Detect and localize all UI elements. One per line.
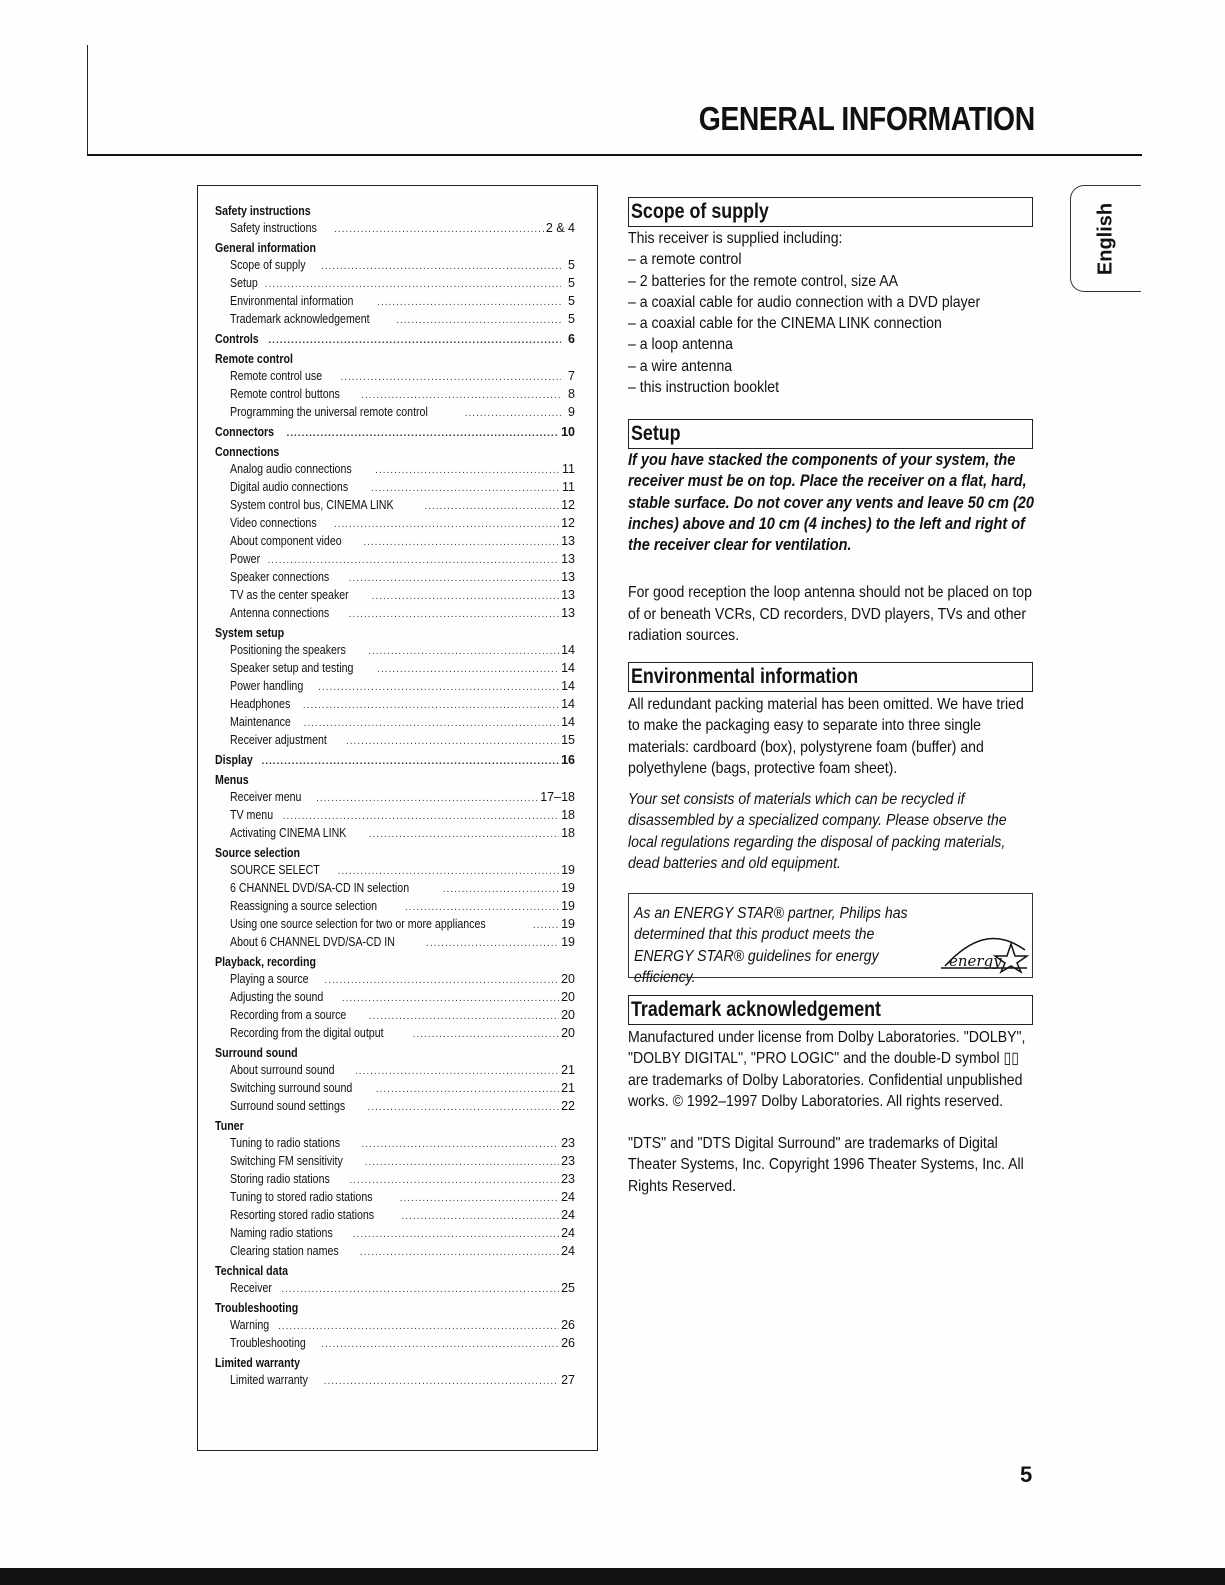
header-rule [87,154,1142,156]
toc-leader-dots [413,1026,559,1043]
supply-list-item: – a coaxial cable for audio connection with a DVD player [628,293,981,311]
toc-entry-label: Speaker connections [230,570,330,584]
environmental-italic: Your set consists of materials which can be recycled if disassembled by a specialized company. Please observe the local regulations regarding the disposal of packing materials, dead batteries and old equipment. [628,791,1007,873]
toc-leader-dots [424,498,559,515]
toc-page: 12 [561,498,575,512]
toc-entry-label: Using one source selection for two or more appliances [230,917,486,931]
bottom-edge-bar [0,1568,1225,1585]
toc-section [215,351,575,422]
toc-page: 20 [561,990,575,1004]
toc-page: 22 [561,1099,575,1113]
toc-entry [215,1098,575,1116]
toc-entry [215,551,575,569]
toc-leader-dots [369,1008,559,1025]
toc-page: 8 [568,387,575,401]
toc-entry-label: Naming radio stations [230,1226,333,1240]
toc-page: 11 [562,480,575,494]
toc-leader-dots [321,258,561,275]
toc-page: 5 [568,312,575,326]
toc-section-title: General information [215,241,316,255]
toc-entry [215,220,575,238]
toc-section-title: Surround sound [215,1046,298,1060]
toc-section-title: Menus [215,773,249,787]
energy-star-text: As an ENERGY STAR® partner, Philips has determined that this product meets the ENERGY STAR® guidelines for energy efficiency. [634,905,908,986]
toc-list [215,201,575,1390]
toc-leader-dots [443,881,559,898]
toc-entry-label: Remote control buttons [230,387,340,401]
energy-star-logo-icon [939,920,1031,974]
toc-page: 5 [568,294,575,308]
trademark-heading: Trademark acknowledgement [628,995,1033,1025]
toc-leader-dots [400,1190,559,1207]
toc-entry [215,569,575,587]
toc-page: 19 [561,935,575,949]
toc-entry [215,1335,575,1353]
toc-leader-dots [368,1099,560,1116]
toc-entry-label: Switching surround sound [230,1081,353,1095]
setup-text: For good reception the loop antenna should not be placed on top of or beneath VCRs, CD recorders, DVD players, TVs and other radiation sources. [628,584,1032,645]
toc-leader-dots [349,570,559,587]
toc-page: 24 [561,1244,575,1258]
toc-page: 23 [561,1172,575,1186]
toc-page: 19 [561,881,575,895]
toc-section-row [215,424,575,442]
toc-page: 11 [562,462,575,476]
toc-entry [215,1207,575,1225]
toc-section-title: Tuner [215,1119,244,1133]
toc-section-title: Technical data [215,1264,289,1278]
toc-entry [215,862,575,880]
toc-leader-dots [353,1226,559,1243]
supply-list-item: – a remote control [628,251,742,269]
toc-entry [215,825,575,843]
toc-section-title: System setup [215,626,285,640]
toc-entry-label: Antenna connections [230,606,330,620]
toc-page: 26 [561,1318,575,1332]
toc-section [215,444,575,623]
toc-leader-dots [318,679,559,696]
toc-leader-dots [402,1208,560,1225]
toc-leader-dots [369,826,559,843]
toc-entry-label: Tuning to stored radio stations [230,1190,373,1204]
supply-list-item: – this instruction booklet [628,379,780,397]
toc-entry [215,678,575,696]
toc-entry [215,275,575,293]
toc-entry-label: Video connections [230,516,317,530]
toc-entry-label: Remote control use [230,369,323,383]
toc-entry [215,605,575,623]
toc-entry [215,880,575,898]
toc-leader-dots [261,753,559,770]
toc-section [215,625,575,750]
toc-leader-dots [372,588,559,605]
language-tab [1070,185,1141,292]
toc-section [215,772,575,843]
toc-page: 5 [568,258,575,272]
toc-entry [215,461,575,479]
toc-section [215,752,575,770]
toc-leader-dots [426,935,559,952]
trademark-text-dts: "DTS" and "DTS Digital Surround" are trademarks of Digital Theater Systems, Inc. Copyright 1996 Theater Systems, Inc. All Rights Reserved. [628,1135,1024,1195]
toc-entry-label: TV menu [230,808,274,822]
toc-section-title: Limited warranty [215,1356,301,1370]
toc-section-row [215,331,575,349]
toc-entry [215,1007,575,1025]
supply-list-item: – a coaxial cable for the CINEMA LINK connection [628,315,942,333]
toc-section [215,845,575,952]
toc-leader-dots [286,425,559,442]
toc-entry [215,1225,575,1243]
toc-entry-label: Recording from a source [230,1008,347,1022]
toc-entry-label: Adjusting the sound [230,990,324,1004]
toc-page: 20 [561,972,575,986]
toc-section-title: Display [215,753,253,767]
toc-page: 14 [561,643,575,657]
toc-entry [215,1189,575,1207]
toc-entry-label: 6 CHANNEL DVD/SA-CD IN selection [230,881,410,895]
toc-entry-label: Switching FM sensitivity [230,1154,343,1168]
toc-section-title: Troubleshooting [215,1301,299,1315]
toc-leader-dots [376,1081,559,1098]
toc-entry-label: Positioning the speakers [230,643,346,657]
environmental-text: All redundant packing material has been omitted. We have tried to make the packaging easy to separate into three single materials: cardboard (box), polystyrene foam (buffer) and polyethylene (bags, protective foam sheet). [628,696,1024,777]
toc-page: 2 & 4 [545,221,575,235]
toc-leader-dots [304,715,560,732]
toc-leader-dots [346,733,559,750]
toc-entry-label: Recording from the digital output [230,1026,384,1040]
toc-entry [215,642,575,660]
toc-page: 13 [561,552,575,566]
toc-entry [215,807,575,825]
toc-entry-label: Activating CINEMA LINK [230,826,347,840]
toc-entry [215,989,575,1007]
toc-page: 20 [561,1008,575,1022]
toc-section [215,1118,575,1261]
toc-entry [215,714,575,732]
toc-entry [215,916,575,934]
toc-entry-label: Tuning to radio stations [230,1136,341,1150]
toc-entry [215,660,575,678]
toc-page: 13 [561,606,575,620]
toc-section-title: Safety instructions [215,204,311,218]
toc-leader-dots [321,1336,559,1353]
toc-entry [215,497,575,515]
toc-leader-dots [405,899,559,916]
toc-page: 21 [561,1081,575,1095]
toc-leader-dots [340,369,561,386]
toc-page: 14 [561,661,575,675]
toc-entry [215,789,575,807]
toc-leader-dots [377,661,559,678]
toc-entry-label: Maintenance [230,715,291,729]
toc-section-title: Connectors [215,425,275,439]
toc-entry-label: Warning [230,1318,270,1332]
toc-section-title: Connections [215,445,280,459]
toc-leader-dots [361,387,561,404]
toc-leader-dots [349,606,559,623]
toc-page: 21 [561,1063,575,1077]
environmental-heading: Environmental information [628,662,1033,692]
toc-entry-label: Receiver adjustment [230,733,327,747]
toc-entry [215,898,575,916]
toc-leader-dots [368,643,559,660]
toc-entry-label: TV as the center speaker [230,588,349,602]
toc-leader-dots [338,863,560,880]
toc-leader-dots [316,790,538,807]
toc-entry [215,257,575,275]
toc-page: 18 [561,808,575,822]
toc-entry [215,515,575,533]
supply-list [628,249,1034,398]
toc-entry [215,1062,575,1080]
supply-list-item: – a wire antenna [628,357,733,375]
toc-entry [215,386,575,404]
toc-section-title: Remote control [215,352,293,366]
trademark-section [628,995,1033,1197]
toc-section-title: Source selection [215,846,301,860]
toc-page: 14 [561,679,575,693]
toc-entry-label: Power handling [230,679,304,693]
toc-page: 6 [568,332,575,346]
toc-entry-label: About component video [230,534,342,548]
toc-page: 19 [561,863,575,877]
setup-section [628,419,1033,646]
toc-page: 24 [561,1190,575,1204]
toc-page: 23 [561,1136,575,1150]
toc-leader-dots [342,990,559,1007]
toc-page: 16 [561,753,575,767]
table-of-contents [197,185,598,1451]
toc-entry-label: Digital audio connections [230,480,349,494]
toc-section [215,1355,575,1390]
toc-page: 19 [561,899,575,913]
toc-entry [215,1372,575,1390]
toc-entry-label: Surround sound settings [230,1099,346,1113]
setup-warning: If you have stacked the components of your system, the receiver must be on top. Place the receiver on a flat, hard, stable surface. Do not cover any vents and leave 50 cm (20 inches) above and 10 cm (4 inches) to the left and right of the receiver clear for ventilation. [628,451,1034,555]
toc-section [215,424,575,442]
left-vertical-rule [87,45,88,155]
toc-entry-label: System control bus, CINEMA LINK [230,498,394,512]
toc-entry-label: Receiver [230,1281,272,1295]
toc-entry-label: Programming the universal remote control [230,405,428,419]
toc-page: 13 [561,534,575,548]
toc-entry-label: Scope of supply [230,258,306,272]
toc-page: 17–18 [540,790,575,804]
toc-entry [215,587,575,605]
toc-page: 24 [561,1208,575,1222]
toc-entry [215,404,575,422]
toc-page: 27 [561,1373,575,1387]
page-title: GENERAL INFORMATION [698,100,1035,137]
scope-intro: This receiver is supplied including: [628,230,843,247]
toc-page: 13 [561,588,575,602]
toc-leader-dots [361,1136,559,1153]
toc-leader-dots [375,462,560,479]
page-number: 5 [1020,1462,1033,1487]
toc-entry-label: Power [230,552,261,566]
toc-entry [215,1080,575,1098]
toc-section [215,1300,575,1353]
toc-entry-label: Playing a source [230,972,309,986]
toc-entry-label: Environmental information [230,294,354,308]
toc-entry [215,1153,575,1171]
toc-entry-label: Safety instructions [230,221,317,235]
toc-leader-dots [360,1244,559,1261]
toc-page: 15 [561,733,575,747]
toc-leader-dots [265,276,561,293]
toc-leader-dots [349,1172,559,1189]
toc-entry-label: Resorting stored radio stations [230,1208,375,1222]
toc-entry [215,696,575,714]
toc-page: 25 [561,1281,575,1295]
toc-section [215,203,575,238]
toc-entry-label: About 6 CHANNEL DVD/SA-CD IN [230,935,395,949]
toc-page: 10 [561,425,575,439]
toc-section-title: Controls [215,332,259,346]
toc-entry [215,479,575,497]
toc-leader-dots [363,534,559,551]
scope-of-supply-section [628,197,1033,398]
toc-page: 19 [561,917,575,931]
toc-entry-label: SOURCE SELECT [230,863,320,877]
toc-entry-label: Clearing station names [230,1244,339,1258]
toc-entry [215,1025,575,1043]
trademark-text-dolby: Manufactured under license from Dolby Laboratories. "DOLBY", "DOLBY DIGITAL", "PRO LOGIC" and the double-D symbol ▯▯ are trademarks of Dolby Laboratories. Confidential unpublished works. © 1992–1997 Dolby Laboratories. All rights reserved. [628,1029,1026,1110]
toc-leader-dots [371,480,560,497]
toc-page: 18 [561,826,575,840]
toc-leader-dots [324,1373,559,1390]
toc-entry-label: Limited warranty [230,1373,308,1387]
toc-entry [215,1280,575,1298]
toc-leader-dots [355,1063,559,1080]
toc-entry-label: Speaker setup and testing [230,661,354,675]
toc-page: 20 [561,1026,575,1040]
environmental-section [628,662,1033,874]
setup-heading: Setup [628,419,1033,449]
toc-entry [215,533,575,551]
toc-leader-dots [465,405,561,422]
toc-leader-dots [281,1281,559,1298]
toc-leader-dots [268,332,561,349]
toc-section-title: Playback, recording [215,955,316,969]
toc-entry-label: Reassigning a source selection [230,899,378,913]
toc-section [215,1263,575,1298]
toc-entry-label: Setup [230,276,258,290]
scope-heading: Scope of supply [628,197,1033,227]
toc-leader-dots [396,312,561,329]
toc-entry [215,368,575,386]
toc-entry-label: Analog audio connections [230,462,352,476]
svg-text:energy: energy [949,952,1002,970]
energy-star-box [628,893,1033,986]
toc-leader-dots [377,294,561,311]
supply-list-item: – a loop antenna [628,336,733,354]
toc-leader-dots [303,697,559,714]
toc-entry [215,1317,575,1335]
toc-entry [215,1243,575,1261]
toc-page: 13 [561,570,575,584]
toc-section [215,240,575,329]
toc-leader-dots [283,808,559,825]
toc-leader-dots [267,552,559,569]
toc-entry-label: Storing radio stations [230,1172,330,1186]
toc-entry [215,293,575,311]
toc-entry [215,311,575,329]
toc-entry-label: Trademark acknowledgement [230,312,370,326]
toc-section [215,954,575,1043]
toc-entry [215,1135,575,1153]
toc-entry [215,934,575,952]
toc-page: 24 [561,1226,575,1240]
toc-leader-dots [278,1318,559,1335]
toc-leader-dots [334,221,544,238]
toc-leader-dots [365,1154,559,1171]
language-tab-label: English [1094,202,1117,275]
toc-page: 5 [568,276,575,290]
toc-page: 9 [568,405,575,419]
toc-leader-dots [533,917,559,934]
toc-entry-label: Headphones [230,697,291,711]
toc-page: 23 [561,1154,575,1168]
toc-section-row [215,752,575,770]
toc-entry [215,732,575,750]
toc-leader-dots [324,972,559,989]
toc-page: 7 [568,369,575,383]
toc-page: 12 [561,516,575,530]
toc-entry-label: Receiver menu [230,790,302,804]
toc-page: 14 [561,697,575,711]
toc-section [215,1045,575,1116]
toc-section [215,331,575,349]
toc-leader-dots [334,516,559,533]
toc-page: 14 [561,715,575,729]
toc-entry-label: Troubleshooting [230,1336,306,1350]
toc-entry [215,971,575,989]
toc-page: 26 [561,1336,575,1350]
supply-list-item: – 2 batteries for the remote control, size AA [628,272,899,290]
toc-entry-label: About surround sound [230,1063,335,1077]
toc-entry [215,1171,575,1189]
